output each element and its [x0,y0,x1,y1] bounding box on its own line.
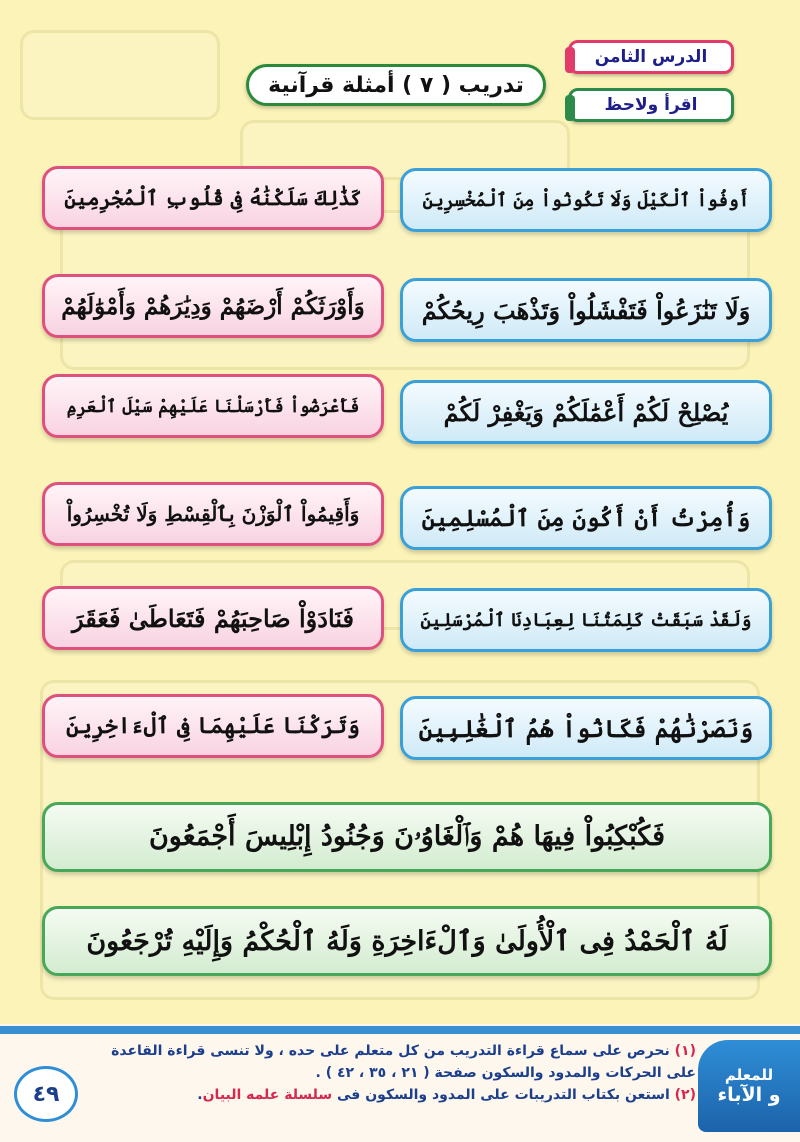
background-decoration [20,30,220,120]
lesson-label: الدرس الثامن [594,47,708,67]
verse-box-left-5 [42,586,384,650]
verse-text: وَلَقَدْ سَبَقَتْ كَلِمَتُنَا لِعِبَادِنَا ٱلْمُرْسَلِينَ [420,609,752,631]
verse-box-right-1 [400,168,772,232]
footer-band [0,1026,800,1034]
note-2-end: . [197,1087,203,1103]
verse-text: فَكُبْكِبُواْ فِيهَا هُمْ وَٱلْغَاوُۥنَ وَجُنُودُ إِبْلِيسَ أَجْمَعُونَ [148,821,666,852]
read-label: اقرأ ولاحظ [604,95,698,115]
tab-line-2: و الآباء [717,1084,781,1106]
page-number [14,1066,78,1122]
verse-box-right-2 [400,278,772,342]
teacher-parents-tab [698,1040,800,1132]
note-1-number: (١) [674,1043,696,1059]
verse-text: وَنَصَرْنَٰهُمْ فَكَانُواْ هُمُ ٱلْغَٰلِبِينَ [418,713,754,743]
exercise-title-text: تدريب ( ٧ ) أمثلة قرآنية [268,72,524,98]
read-observe-badge [568,88,734,122]
page-number-text: ٤٩ [32,1081,60,1107]
note-2-number: (٢) [674,1087,696,1103]
note-2-text: استعن بكتاب التدريبات على المدود والسكون فى [337,1087,670,1103]
verse-text: وَتَرَكْنَا عَلَيْهِمَا فِى ٱلْءَاخِرِينَ [66,713,360,739]
verse-box-left-3 [42,374,384,438]
verse-box-right-5 [400,588,772,652]
verse-box-right-3 [400,380,772,444]
verse-box-left-6 [42,694,384,758]
tab-line-1: للمعلم [724,1066,774,1084]
verse-text: لَهُ ٱلْحَمْدُ فِى ٱلْأُولَىٰ وَٱلْءَاخِرَةِ وَلَهُ ٱلْحُكْمُ وَإِلَيْهِ تُرْجَعُونَ [86,925,728,957]
note-1 [96,1040,696,1084]
verse-box-right-4 [400,486,772,550]
verse-text: فَنَادَوْاْ صَاحِبَهُمْ فَتَعَاطَىٰ فَعَقَرَ [72,603,354,633]
note-2 [96,1084,696,1106]
verse-text: أَوفُواْ ٱلْكَيْلَ وَلَا تَكُونُواْ مِنَ ٱلْمُخْسِرِينَ [422,189,750,211]
verse-box-full-1 [42,802,772,872]
note-1-text: نحرص على سماع قراءة التدريب من كل متعلم على حده ، ولا تنسى قراءة القاعدة على الحركات والمدود والسكون صفحة ( ٢١ ، ٣٥ ، ٤٢ ) . [111,1043,696,1081]
verse-text: يُصْلِحْ لَكُمْ أَعْمَٰلَكُمْ وَيَغْفِرْ لَكُمْ [443,397,729,427]
verse-text: وَأَوْرَثَكُمْ أَرْضَهُمْ وَدِيَٰرَهُمْ وَأَمْوَٰلَهُمْ [61,292,365,320]
verse-text: وَأُمِرْتُ أَنْ أَكُونَ مِنَ ٱلْمُسْلِمِينَ [421,504,751,532]
teacher-notes [96,1040,696,1106]
verse-box-full-2 [42,906,772,976]
verse-box-left-4 [42,482,384,546]
verse-box-left-2 [42,274,384,338]
verse-text: وَأَقِيمُواْ ٱلْوَزْنَ بِٱلْقِسْطِ وَلَا تُخْسِرُواْ [66,502,360,526]
verse-text: كَذَٰلِكَ سَلَكْنَٰهُ فِى قُلُوبِ ٱلْمُجْرِمِينَ [64,186,362,210]
verse-box-right-6 [400,696,772,760]
verse-text: فَأَعْرَضُواْ فَأَرْسَلْنَا عَلَيْهِمْ سَيْلَ ٱلْعَرِمِ [66,396,360,417]
verse-text: وَلَا تَنَٰزَعُواْ فَتَفْشَلُواْ وَتَذْهَبَ رِيحُكُمْ [421,295,751,325]
exercise-title [246,64,546,106]
series-name: سلسلة علمه البيان [202,1087,333,1103]
verse-box-left-1 [42,166,384,230]
lesson-badge [568,40,734,74]
